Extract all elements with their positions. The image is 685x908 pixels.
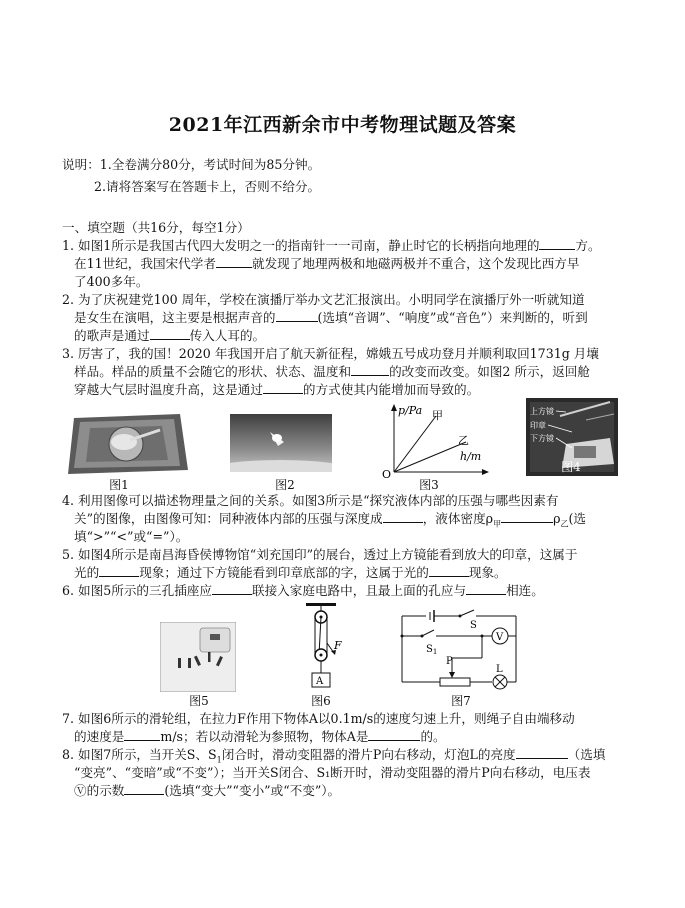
question-1-line-2: 在11世纪，我国宋代学者 就发现了地理两极和地磁两极并不重合，这个发现比西方早 [74,256,580,271]
graph-line-jia-label: 甲 [432,409,443,422]
graph-line-yi-label: 乙 [458,434,469,447]
question-2-line-3: 的歌声是通过 传入人耳的。 [74,328,266,343]
pulley-force-label: F [334,639,342,652]
fig4-top-mirror-label: 上方镜 [530,407,554,416]
graph-y-label: p/Pa [398,404,423,417]
switch-s-label: S [470,620,477,631]
graph-origin-label: O [382,468,392,481]
figure-5-socket-photo [160,622,236,692]
question-2-line-2: 是女生在演唱，这主要是根据声音的 (选填“音调”、“响度”或“音色”）来判断的，听到 [74,310,588,325]
figure-2-caption: 图2 [275,478,295,492]
question-4-line-3: 填“>”“<”或“=”）。 [74,529,189,544]
slider-p-label: P [446,656,453,667]
question-8-line-1: 8. 如图7所示，当开关S、$S_1$闭合时，滑动变阻器的滑片P向右移动，灯泡L的亮度 （选填 [62,747,606,765]
instructions [62,156,320,174]
figure-1-compass-photo [64,410,190,476]
circuit-diagram [396,608,522,692]
instruction-item-2: 2.请将答案写在答题卡上，否则不给分。 [94,179,321,194]
pulley-system-diagram [300,603,350,691]
page-title: 2021年江西新余市中考物理试题及答案 [168,114,517,136]
figure-5-caption: 图5 [189,694,209,708]
question-2-line-1: 2. 为了庆祝建党100 周年，学校在演播厅举办文艺汇报演出。小明同学在演播厅外一听就知道 [62,292,585,307]
section-heading: 一、填空题（共16分，每空1分） [62,220,250,235]
question-5-line-2: 光的 现象；通过下方镜能看到印章底部的字，这属于光的 现象。 [74,565,507,580]
fig4-seal-label: 印章 [530,421,546,430]
pulley-block-label: A [316,676,324,687]
pressure-depth-graph [374,402,494,482]
figure-1-caption: 图1 [109,478,129,492]
three-pin-socket-image [160,622,236,692]
voltmeter-label: V [496,632,504,643]
figure-6-pulley-diagram [300,603,350,691]
figure-4-caption: 图4 [561,460,581,474]
question-5-line-1: 5. 如图4所示是南昌海昏侯博物馆“刘充国印”的展台，透过上方镜能看到放大的印章，这属于 [62,547,578,562]
figure-2-capsule-photo [230,414,332,472]
figure-7-caption: 图7 [451,694,471,708]
instructions-label: 说明： [62,157,100,172]
question-4-line-2: 关”的图像，由图像可知：同种液体内部的压强与深度成 ，液体密度$\rho_甲$ $\rho_乙$(选 [74,511,586,529]
question-1-line-1: 1. 如图1所示是我国古代四大发明之一的指南针一一司南，静止时它的长柄指向地理的 方。 [62,238,601,253]
question-1-line-3: 了400多年。 [74,274,149,289]
switch-s1-label: $S_1$ [426,644,438,656]
instruction-item-1: 1.全卷满分80分，考试时间为85分钟。 [99,157,321,172]
question-3-line-2: 样品。样品的质量不会随它的形状、状态、温度和 的改变而改变。如图2 所示，返回舱 [74,364,590,379]
question-7-line-1: 7. 如图6所示的滑轮组，在拉力F作用下物体A以0.1m/s的速度匀速上升，则绳子自由端移动 [62,711,575,726]
fig4-bottom-mirror-label: 下方镜 [530,434,554,443]
question-8-line-2: “变亮”、“变暗”或“不变”）；当开关S闭合、S₁断开时，滑动变阻器的滑片P向右移动，电压表 [74,765,591,780]
question-3-line-1: 3. 厉害了，我的国！2020 年我国开启了航天新征程，嫦娥五号成功登月并顺利取回1731g 月壤 [62,346,599,361]
graph-x-label: h/m [460,450,482,463]
reentry-capsule-image [230,414,332,472]
figure-3-pressure-graph [374,402,494,482]
figure-7-circuit-diagram [396,608,522,692]
question-6-line-1: 6. 如图5所示的三孔插座应 联接入家庭电路中，且最上面的孔应与 相连。 [62,583,544,598]
question-3-line-3: 穿越大气层时温度升高，这是通过 的方式使其内能增加而导致的。 [74,382,480,397]
compass-spoon-image [64,410,190,476]
question-4-line-1: 4. 利用图像可以描述物理量之间的关系。如图3所示是“探究液体内部的压强与哪些因素有 [62,493,559,508]
figure-3-caption: 图3 [419,478,439,492]
figure-6-caption: 图6 [311,694,331,708]
question-8-line-3: Ⓥ的示数 (选填“变大”“变小”或“不变”）。 [74,783,341,798]
question-7-line-2: 的速度是 m/s；若以动滑轮为参照物，物体A是 的。 [74,729,446,744]
lamp-l-label: L [496,664,503,675]
